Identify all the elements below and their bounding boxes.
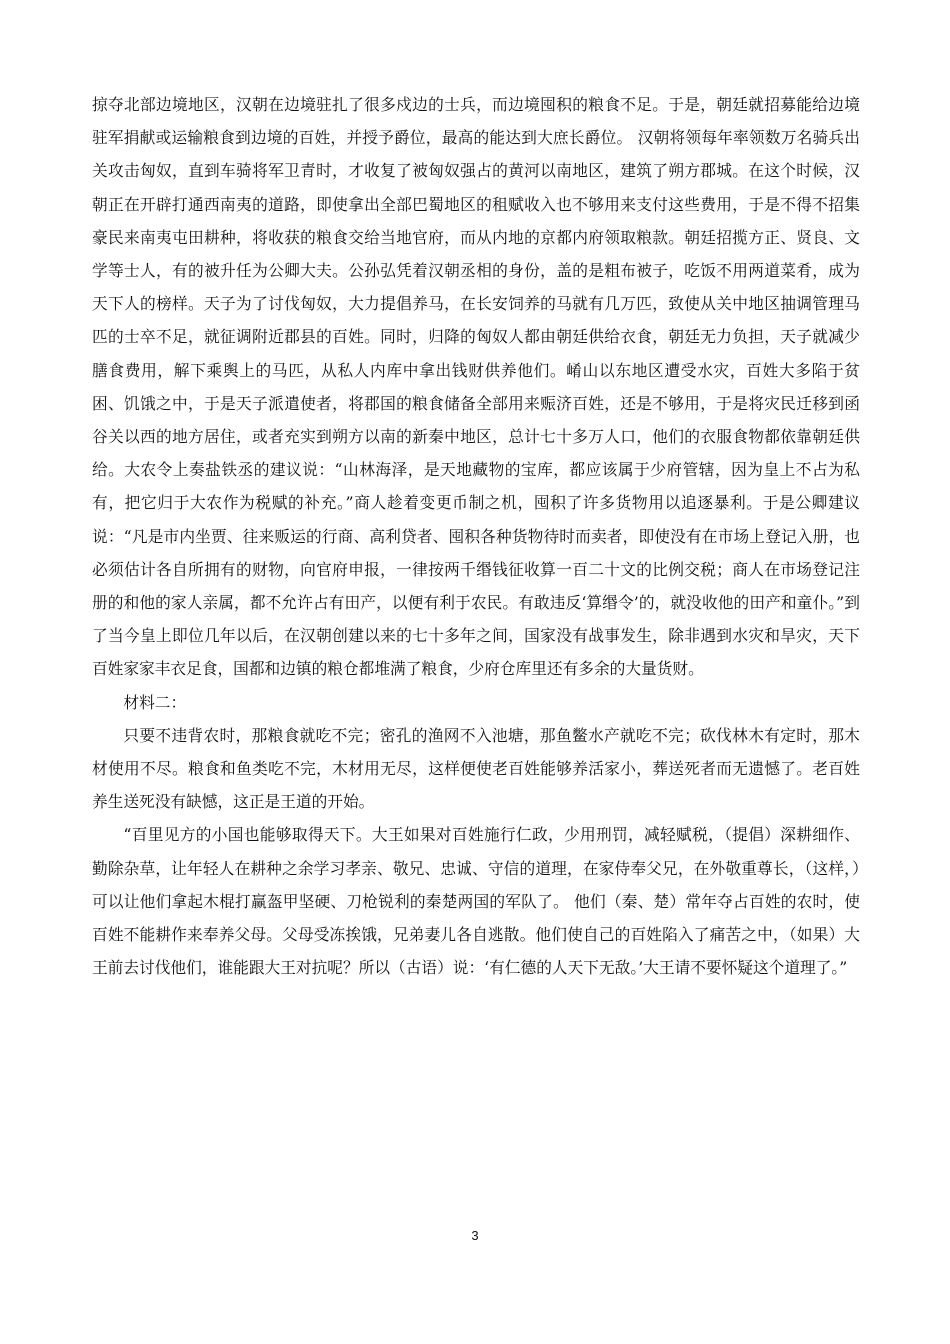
paragraph-benevolent-rule: “百里见方的小国也能够取得天下。大王如果对百姓施行仁政，少用刑罚，减轻赋税，（提倡）深耕细作、勤除杂草，让年轻人在耕种之余学习孝亲、敬兄、忠诚、守信的道理，在家侍奉父兄，在外敬重尊长，（这样，）可以让他们拿起木棍打赢盔甲坚硬、刀枪锐利的秦楚两国的军队了。 他们（秦、楚）常年夺占百姓的农时，使百姓不能耕作来奉养父母。父母受冻挨饿，兄弟妻儿各自逃散。他们使自己的百姓陷入了痛苦之中，（如果）大王前去讨伐他们，谁能跟大王对抗呢？所以（古语）说：‘有仁德的人天下无敌。’大王请不要怀疑这个道理了。”	[92, 825, 860, 978]
document-body	[92, 88, 860, 984]
page-number: 3	[471, 1228, 479, 1243]
paragraph-kingly-way: 只要不违背农时，那粮食就吃不完；密孔的渔网不入池塘，那鱼鳖水产就吃不完；砍伐林木有定时，那木材使用不尽。粮食和鱼类吃不完，木材用无尽，这样便使老百姓能够养活家小，葬送死者而无遗憾了。老百姓养生送死没有缺憾，这正是王道的开始。	[92, 725, 860, 812]
section-heading-material-two: 材料二：	[123, 692, 187, 712]
paragraph-history-text: 掠夺北部边境地区，汉朝在边境驻扎了很多戍边的士兵，而边境囤积的粮食不足。于是，朝廷就招募能给边境驻军捐献或运输粮食到边境的百姓，并授予爵位，最高的能达到大庶长爵位。 汉朝将领每年率领数万名骑兵出关攻击匈奴，直到车骑将军卫青时，才收复了被匈奴强占的黄河以南地区，建筑了朔方郡城。在这个时候，汉朝正在开辟打通西南夷的道路，即使拿出全部巴蜀地区的租赋收入也不够用来支付这些费用，于是不得不招集豪民来南夷屯田耕种，将收获的粮食交给当地官府，而从内地的京都内府领取粮款。朝廷招揽方正、贤良、文学等士人，有的被升任为公卿大夫。公孙弘凭着汉朝丞相的身份，盖的是粗布被子，吃饭不用两道菜肴，成为天下人的榜样。天子为了讨伐匈奴，大力提倡养马，在长安饲养的马就有几万匹，致使从关中地区抽调管理马匹的士卒不足，就征调附近郡县的百姓。同时，归降的匈奴人都由朝廷供给衣食，朝廷无力负担，天子就减少膳食费用，解下乘舆上的马匹，从私人内库中拿出钱财供养他们。崤山以东地区遭受水灾，百姓大多陷于贫困、饥饿之中，于是天子派遣使者，将郡国的粮食储备全部用来赈济百姓，还是不够用，于是将灾民迁移到函谷关以西的地方居住，或者充实到朔方以南的新秦中地区，总计七十多万人口，他们的衣服食物都依靠朝廷供给。大农令上奏盐铁丞的建议说：“山林海泽，是天地藏物的宝库，都应该属于少府管辖，因为皇上不占为私有，把它归于大农作为税赋的补充。”商人趁着变更币制之机，囤积了许多货物用以追逐暴利。于是公卿建议说：“凡是市内坐贾、往来贩运的行商、高利贷者、囤积各种货物待时而卖者，即使没有在市场上登记入册，也必须估计各自所拥有的财物，向官府申报，一律按两千缗钱征收算一百二十文的比例交税；商人在市场登记注册的和他的家人亲属，都不允许占有田产，以便有利于农民。有敢违反‘算缗令’的，就没收他的田产和童仆。”到了当今皇上即位几年以后，在汉朝创建以来的七十多年之间，国家没有战事发生，除非遇到水灾和旱灾，天下百姓家家丰衣足食，国都和边镇的粮仓都堆满了粮食，少府仓库里还有多余的大量货财。	[92, 95, 860, 679]
